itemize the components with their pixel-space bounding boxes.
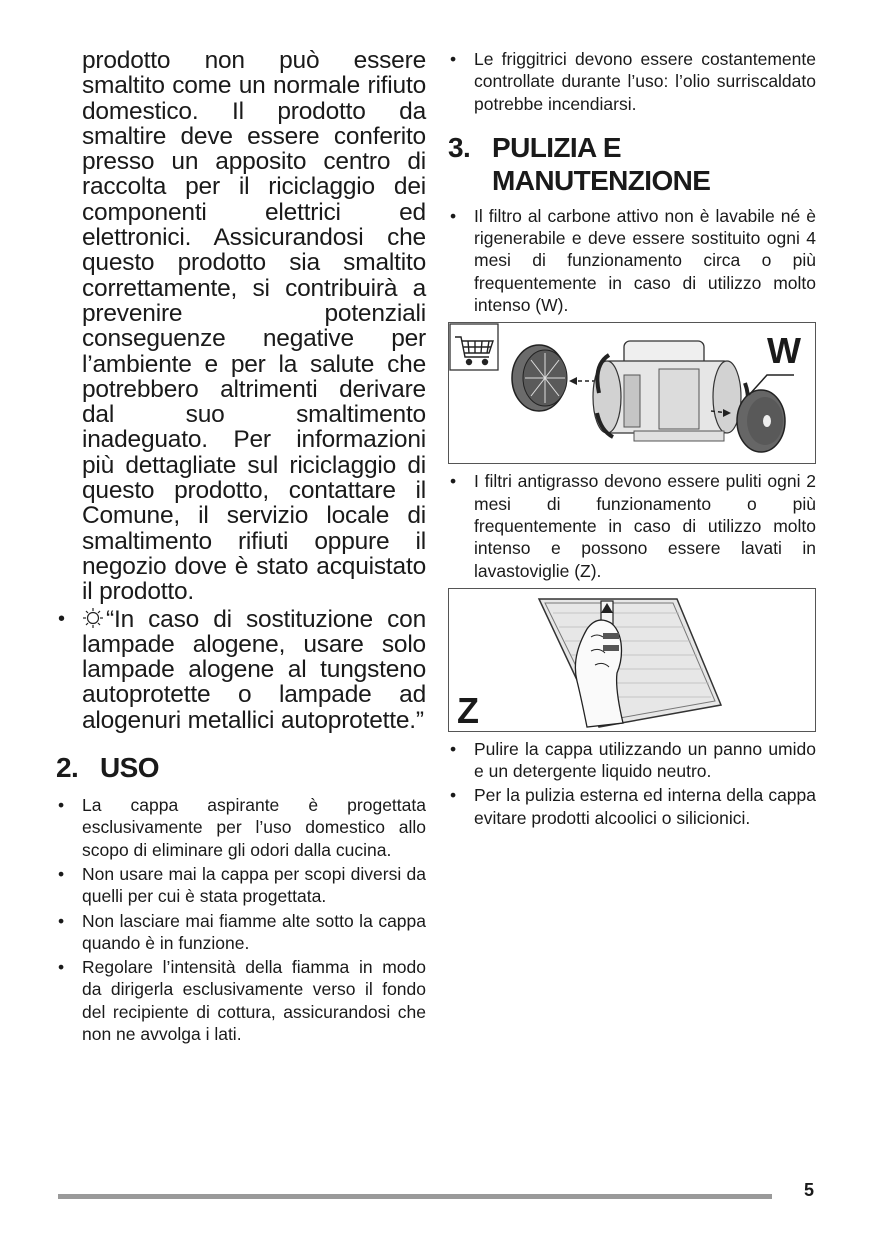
list-item: • La cappa aspirante è progettata esclusivamente per l’uso domestico allo scopo di eliminare gli odori dalla cucina. [58,795,426,860]
right-column [448,48,816,831]
figure-z-letter: Z [457,689,479,731]
section-3-heading [448,131,816,197]
left-column [56,48,426,1047]
figure-grease-filter [448,588,816,732]
bullet-dot: • [58,607,65,630]
list-item: • Le friggitrici devono essere costantemente controllate durante l’uso: l’olio surriscaldato potrebbe incendiarsi. [450,49,816,114]
list-item: • I filtri antigrasso devono essere puliti ogni 2 mesi di funzionamento o più frequentemente in caso di utilizzo molto intenso e possono essere lavati in lavastoviglie (Z). [450,471,816,581]
section-2-heading [56,751,426,784]
section-3-number: 3. [448,131,471,163]
fryer-list [448,48,816,115]
list-item: • Pulire la cappa utilizzando un panno umido e un detergente liquido neutro. [450,738,816,782]
lamp-icon [82,607,104,629]
list-item: • Per la pulizia esterna ed interna della cappa evitare prodotti alcoolici o silicionici. [450,785,816,828]
section-2-list [56,794,426,1045]
lamp-note-text: “In caso di sostituzione con lampade alogene, usare solo lampade alogene al tungsteno autoprotette o lampade ad alogenuri metallici autoprotette.” [82,605,426,734]
section-3-title-line1: PULIZIA E [492,131,621,163]
lamp-note [56,607,426,733]
list-item: • Non lasciare mai fiamme alte sotto la cappa quando è in funzione. [58,910,426,953]
carbon-filter-illustration [449,323,814,462]
list-item: • Il filtro al carbone attivo non è lavabile né è rigenerabile e deve essere sostituito ogni 4 mesi di funzionamento circa o più frequentemente in caso di utilizzo molto intenso (W). [450,205,816,316]
figure-carbon-filter [448,322,816,464]
list-item: • Non usare mai la cappa per scopi diversi da quelli per cui è stata progettata. [58,863,426,907]
section-2-title: USO [100,752,159,784]
figure-w-letter: W [767,330,801,372]
section-3-title [492,131,710,197]
disposal-continuation: prodotto non può essere smaltito come un normale rifiuto domestico. Il prodotto da smaltire deve essere conferito presso un apposito centro di raccolta per il riciclaggio dei componenti elettrici ed elettronici. Assicurandosi che questo prodotto sia smaltito correttamente, si contribuirà a prevenire potenziali conseguenze negative per l’ambiente e per la salute che potrebbero altrimenti derivare dal suo smaltimento inadeguato. Per informazioni più dettagliate sul riciclaggio di questo prodotto, contattare il Comune, il servizio locale di smaltimento rifiuti oppure il negozio dove è stato acquistato il prodotto. [82,47,426,606]
carbon-filter-list [448,205,816,316]
footer-rule [58,1194,772,1199]
cleaning-list [448,738,816,829]
section-3-title-line2: MANUTENZIONE [492,164,711,196]
section-2-number: 2. [56,752,79,784]
grease-filter-illustration [449,589,814,730]
list-item: • Regolare l’intensità della fiamma in modo da dirigerla esclusivamente verso il fondo del recipiente di cottura, assicurandosi che non ne avvolga i lati. [58,957,426,1044]
page-number: 5 [804,1180,815,1200]
grease-filter-list [448,470,816,581]
